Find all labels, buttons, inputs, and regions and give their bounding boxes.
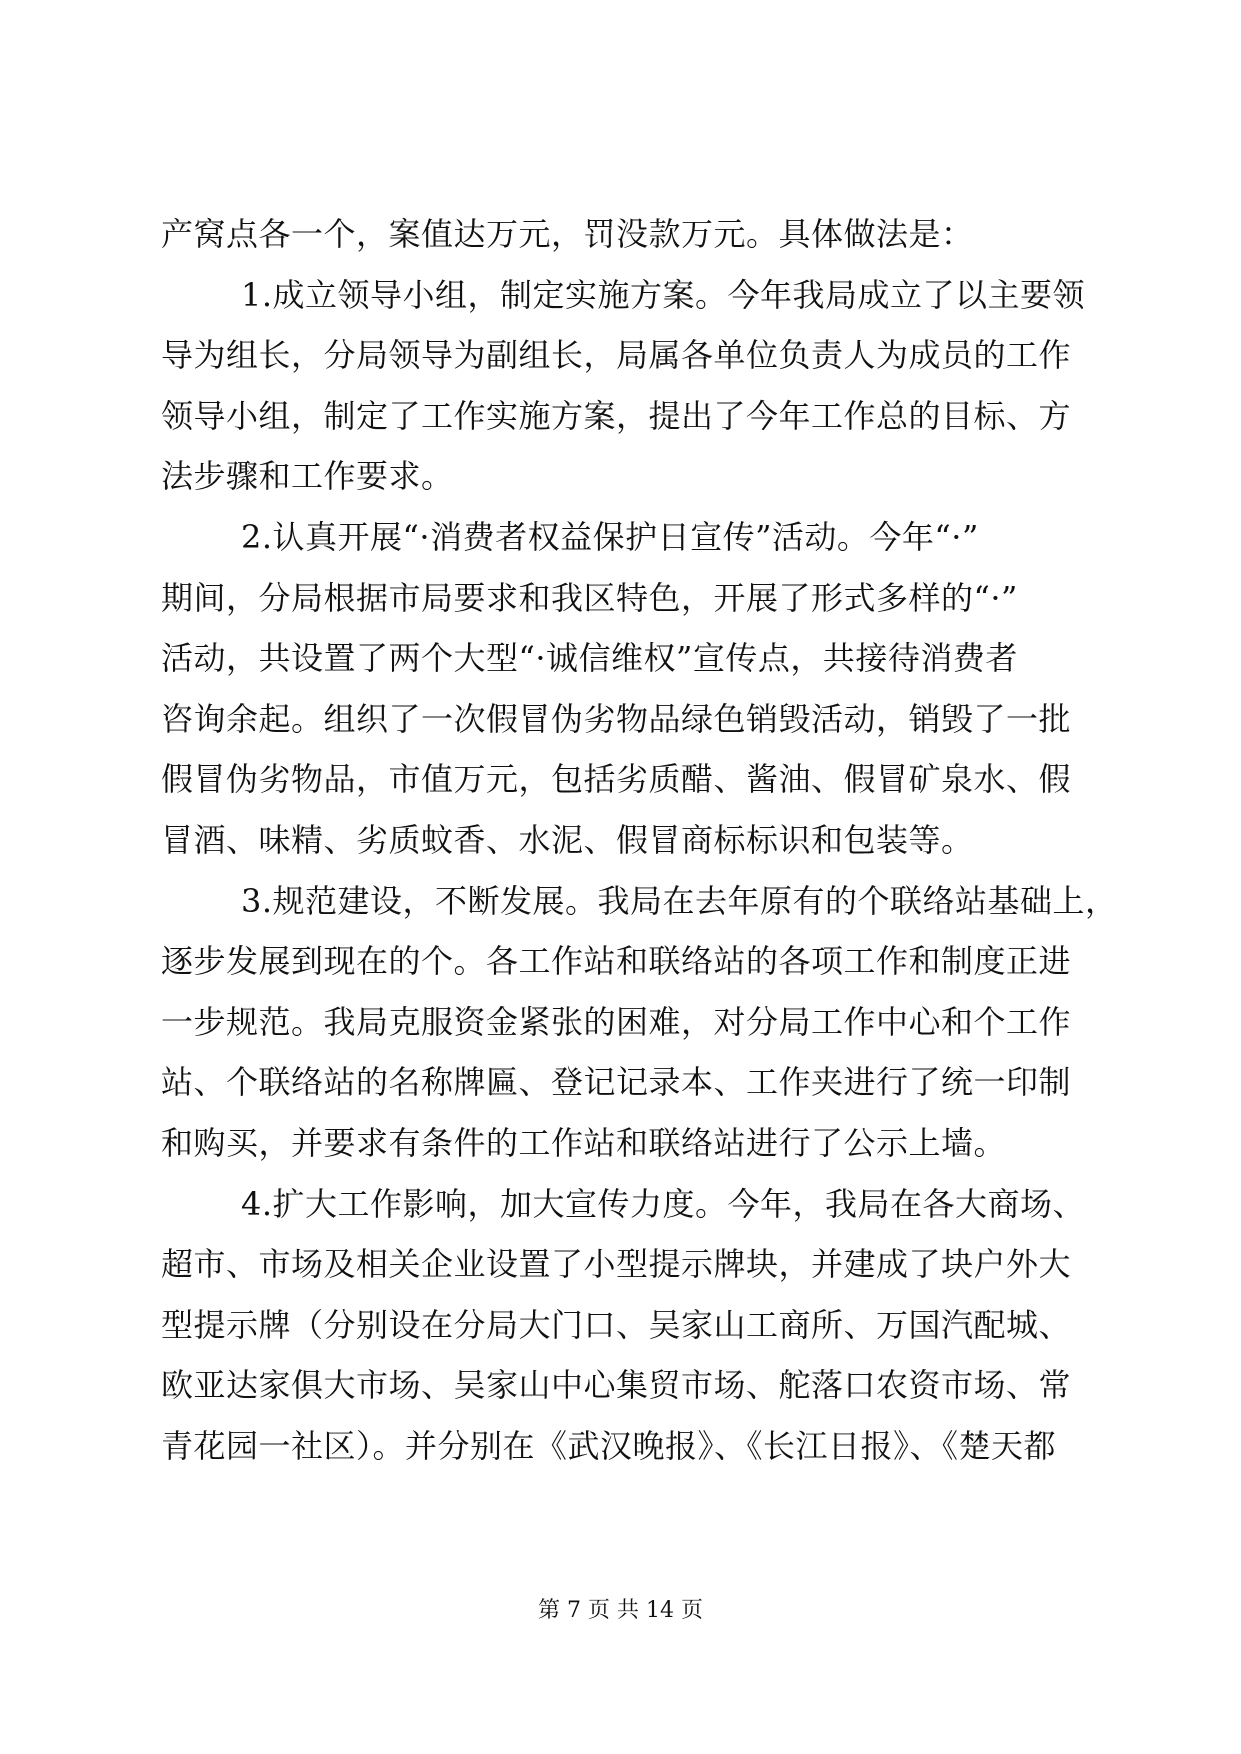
text-line: 逐步发展到现在的个。各工作站和联络站的各项工作和制度正进 [161,942,1072,981]
text-line: 3.规范建设，不断发展。我局在去年原有的个联络站基础上， [241,881,1118,920]
text-line: 活动，共设置了两个大型“·诚信维权”宣传点，共接待消费者 [161,639,1018,678]
text-line: 4.扩大工作影响，加大宣传力度。今年，我局在各大商场、 [241,1184,1086,1223]
page-footer [0,1596,1241,1626]
text-line: 期间，分局根据市局要求和我区特色，开展了形式多样的“·” [161,578,1018,617]
text-line: 一步规范。我局克服资金紧张的困难，对分局工作中心和个工作 [161,1002,1072,1041]
text-line: 和购买，并要求有条件的工作站和联络站进行了公示上墙。 [161,1123,1007,1162]
text-line: 1.成立领导小组，制定实施方案。今年我局成立了以主要领 [241,275,1086,314]
text-line: 产窝点各一个，案值达万元，罚没款万元。具体做法是： [161,215,974,253]
text-line: 欧亚达家俱大市场、吴家山中心集贸市场、舵落口农资市场、常 [161,1366,1072,1405]
text-line: 冒酒、味精、劣质蚊香、水泥、假冒商标标识和包装等。 [161,820,974,859]
text-line: 青花园一社区）。并分别在《武汉晚报》、《长江日报》、《楚天都 [161,1426,1057,1465]
text-line: 咨询余起。组织了一次假冒伪劣物品绿色销毁活动，销毁了一批 [161,699,1072,738]
text-line: 导为组长，分局领导为副组长，局属各单位负责人为成员的工作 [161,336,1072,375]
text-line: 领导小组，制定了工作实施方案，提出了今年工作总的目标、方 [161,396,1072,435]
text-line: 超市、市场及相关企业设置了小型提示牌块，并建成了块户外大 [161,1245,1072,1284]
text-line: 法步骤和工作要求。 [161,457,454,496]
page-number-label: 第 7 页 共 14 页 [538,1598,703,1623]
text-line: 假冒伪劣物品，市值万元，包括劣质醋、酱油、假冒矿泉水、假 [161,760,1072,799]
text-line: 站、个联络站的名称牌匾、登记记录本、工作夹进行了统一印制 [161,1063,1072,1102]
text-line: 型提示牌（分别设在分局大门口、吴家山工商所、万国汽配城、 [161,1305,1072,1344]
body-text [161,204,1118,1476]
text-line: 2.认真开展“·消费者权益保护日宣传”活动。今年“·” [241,517,979,556]
